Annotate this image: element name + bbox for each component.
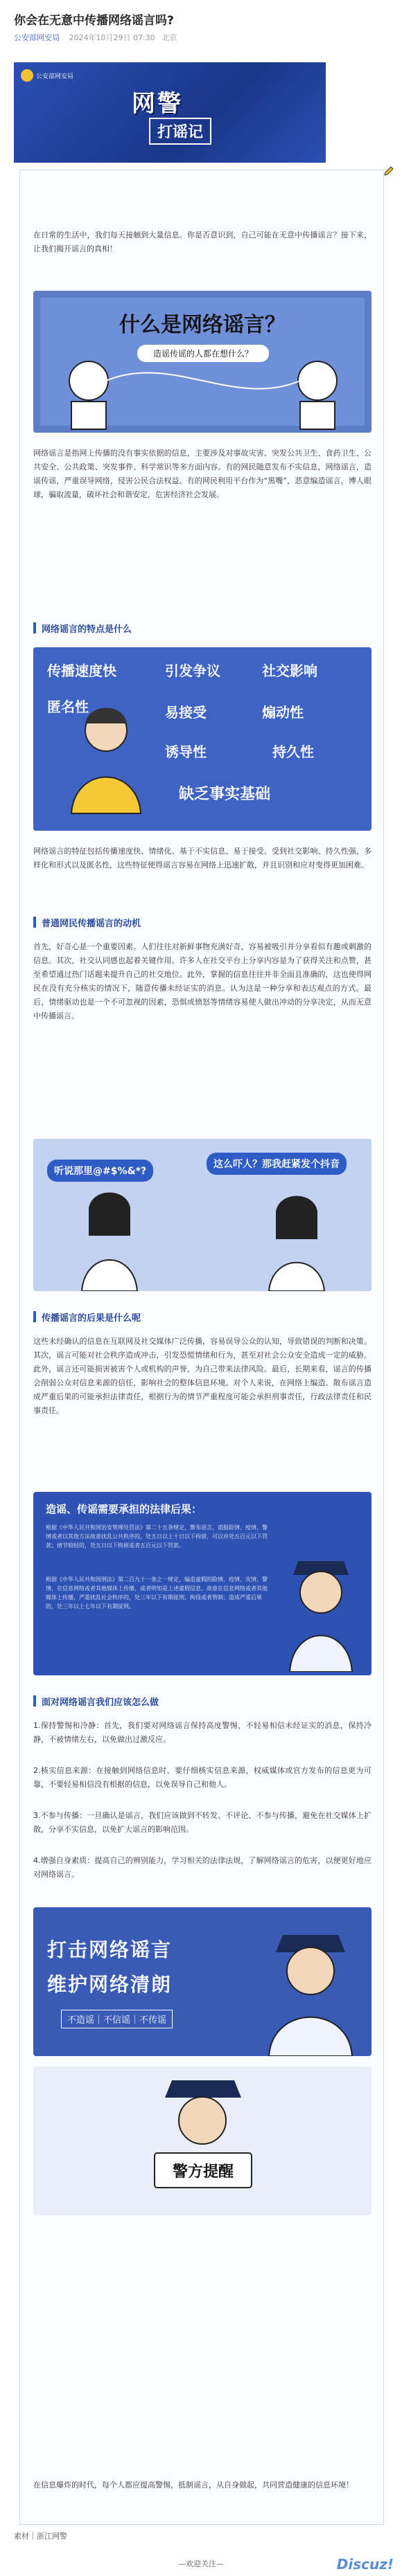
action-item-1: 2.核实信息来源：在接触到网络信息时，要仔细核实信息来源，权威媒体或官方发布的信息更为可靠，不要轻易相信没有根据的信息，以免误导自己和他人。	[33, 1766, 372, 1789]
banner-title: 网警	[132, 90, 183, 118]
tag-8: 缺乏事实基础	[179, 786, 271, 803]
tag-5: 煽动性	[262, 704, 304, 721]
motives-illustration	[33, 1139, 372, 1291]
features-paragraph: 网络谣言的特征包括传播速度快、情绪化、基于不实信息、易于接受、受到社交影响、持久性强、多样化和形式以及匿名性，这些特征使得谣言容易在网络上迅速扩散，并且识别和应对变得更加困难。	[33, 847, 372, 870]
tag-0: 传播速度快	[47, 663, 116, 679]
article-header	[14, 12, 388, 43]
section-heading-consequences	[33, 1308, 372, 1325]
slogan-1: 打击网络谣言	[47, 1938, 173, 1961]
header-banner	[14, 62, 326, 163]
tag-6: 诱导性	[165, 744, 207, 760]
speech-bubble: 造谣传谣的人都在想什么？	[137, 345, 269, 362]
bubble-right: 这么吓人？那我赶紧发个抖音	[207, 1153, 347, 1175]
section-heading-features	[33, 620, 372, 636]
section-heading-motives	[33, 914, 372, 930]
intro-paragraph: 在日常的生活中，我们每天接触到大量信息。你是否意识到，自己可能在无意中传播谣言？接下来，让我们揭开谣言的真相！	[33, 231, 372, 253]
features-card	[33, 647, 372, 831]
account-link[interactable]: 公安部网安局	[14, 33, 60, 42]
police-badge-icon	[21, 69, 33, 82]
section-heading-actions	[33, 1693, 372, 1709]
bubble-left: 听说那里@#$%&*?	[47, 1160, 153, 1182]
tag-7: 持久性	[272, 744, 314, 760]
police-officer-figure	[283, 1547, 359, 1672]
pencil-icon	[383, 165, 395, 177]
tag-4: 易接受	[165, 704, 207, 721]
heading-bar	[33, 622, 36, 633]
action-item-2: 3.不参与传播：一旦确认是谣言，我们应该做到不转发、不评论、不参与传播，避免在社交媒体上扩散，分享不实信息，以免扩大谣言的影响范围。	[33, 1811, 372, 1834]
definition-paragraph: 网络谣言是指网上传播的没有事实依据的信息，主要涉及对事故灾害、突发公共卫生、食药卫生、公共安全、公共政策、突发事件、科学常识等多方面内容。有的网民随意发布不实信息，网络谣言，造谣传谣，严重误导网络，侵害公民合法权益。有的网民利用平台作为“黑嘴”，恶意编造谣言，博人眼球，骗取流量，破坏社会和谐安定，危害经济社会发展。	[33, 449, 372, 499]
tag-3: 匿名性	[47, 699, 89, 715]
what-is-rumor-illustration	[33, 291, 372, 433]
action-item-0: 1.保持警惕和冷静：首先，我们要对网络谣言保持高度警惕，不轻易相信未经证实的消息，保持冷静，不被情绪左右，以免做出过激反应。	[33, 1721, 372, 1744]
banner-subtitle: 打谣记	[149, 118, 211, 145]
heading-bar	[33, 917, 36, 928]
law-line-0: 根据《中华人民共和国治安管理处罚法》第二十五条规定，散布谣言，谎报险情、疫情、警情或者以其他方法故意扰乱公共秩序的，处五日以上十日以下拘留，可以并处五百元以下罚款；情节较轻的，处五日以下拘留或者五百元以下罚款。	[46, 1524, 268, 1549]
watermark: Discuz!	[336, 2556, 394, 2573]
slogan-small: 不造谣｜不信谣｜不传谣	[61, 2010, 173, 2028]
tag-2: 社交影响	[262, 663, 317, 679]
reminder-figure	[33, 2066, 372, 2215]
heading-text: 传播谣言的后果是什么呢	[42, 1313, 141, 1324]
article-title: 你会在无意中传播网络谣言吗?	[14, 14, 174, 28]
heading-text: 网络谣言的特点是什么	[42, 624, 132, 635]
article-meta	[14, 32, 388, 43]
reminder-card	[33, 2066, 372, 2215]
reminder-title: 警方提醒	[172, 2163, 234, 2181]
banner-org-name: 公安部网安局	[36, 73, 74, 80]
heading-text: 面对网络谣言我们应该怎么做	[42, 1697, 159, 1708]
police-officer-figure	[262, 1921, 359, 2056]
closing-paragraph: 在信息爆炸的时代，每个人都应提高警惕，抵制谣言，从自身做起，共同营造健康的信息环境！	[33, 2480, 353, 2489]
follow-prompt: —欢迎关注—	[178, 2559, 224, 2568]
what-is-rumor-title: 什么是网络谣言？	[119, 313, 286, 337]
action-item-3: 4.增强自身素质：提高自己的辨别能力，学习相关的法律法规，了解网络谣言的危害，以便更好地应对网络谣言。	[33, 1856, 372, 1879]
slogan-2: 维护网络清朗	[47, 1973, 173, 1996]
publish-date: 2024年10月29日 07:30	[69, 33, 155, 42]
law-line-1: 根据《中华人民共和国刑法》第二百九十一条之一规定，编造虚假的险情、疫情、灾情、警情，在信息网络或者其他媒体上传播，或者明知是上述虚假信息，故意在信息网络或者其他媒体上传播，严重扰乱社会秩序的，处三年以下有期徒刑、拘役或者管制；造成严重后果的，处三年以上七年以下有期徒刑。	[46, 1576, 268, 1610]
publish-location: 北京	[161, 33, 177, 42]
law-title: 造谣、传谣需要承担的法律后果：	[46, 1503, 202, 1515]
source-credit: 素材｜浙江网警	[14, 2532, 67, 2541]
slogan-card	[33, 1907, 372, 2056]
consequences-paragraph: 这些未经确认的信息在互联网及社交媒体广泛传播，容易误导公众的认知，导致错误的判断和决策。其次，谣言可能对社会秩序造成冲击，引发恐慌情绪和行为，甚至对社会公众安全造成一定的威胁。此外，谣言还可能损害被害个人或机构的声誉，为自己带来法律风险。最后，长期来看，谣言的传播会削弱公众对信息来源的信任，影响社会的整体信息环境。对个人来说，在网络上编造、散布谣言造成严重后果的可能承担法律责任，根据行为的情节严重程度可能会承担刑事责任，行政法律责任和民事责任。	[33, 1337, 372, 1415]
law-card	[33, 1492, 372, 1675]
heading-bar	[33, 1695, 36, 1706]
heading-bar	[33, 1311, 36, 1322]
tag-1: 引发争议	[165, 663, 220, 679]
heading-text: 普通网民传播谣言的动机	[42, 919, 141, 929]
motives-paragraph: 首先，好奇心是一个重要因素。人们往往对新鲜事物充满好奇，容易被吸引并分享看似有趣或刺激的信息。其次，社交认同感也起着关键作用。许多人在社交平台上分享内容是为了获得关注和点赞，甚至希望通过热门话题来提升自己的社交地位。此外，掌握的信息往往并非全面且准确的，这也使得网民在没有充分核实的情况下，随意传播未经证实的消息。认为这是一种分享和表达观点的方式。最后，情绪驱动也是一个不可忽视的因素，恐惧或愤怒等情绪容易使人做出冲动的分享决定，从而无意中传播谣言。	[33, 942, 372, 1020]
